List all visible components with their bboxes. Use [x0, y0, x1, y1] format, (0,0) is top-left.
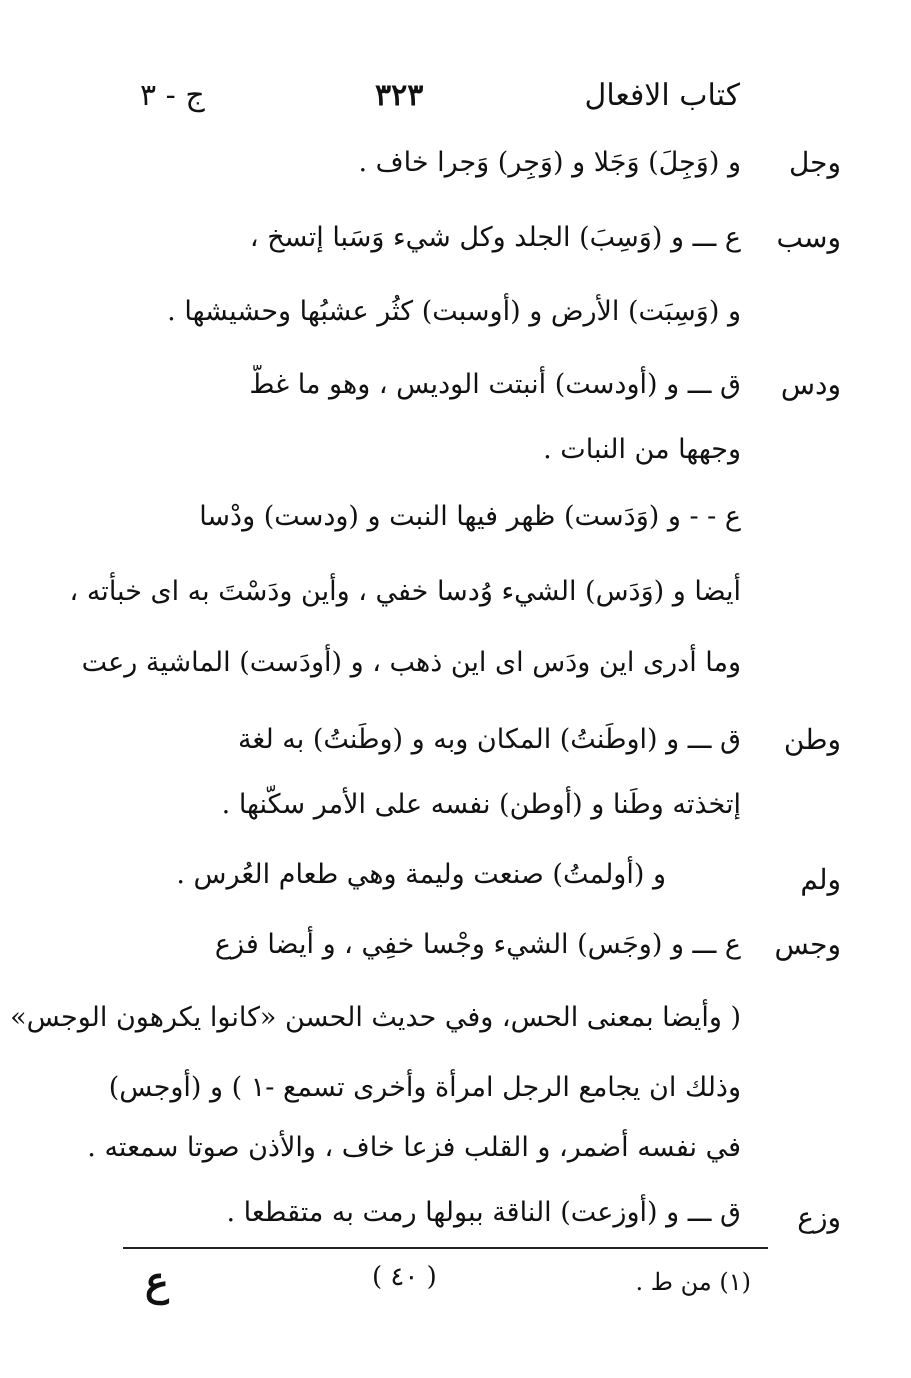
signature-mark: ( ٤٠ ) [372, 1262, 437, 1292]
entry-line: إتخذته وطَنا و (أوطن) نفسه على الأمر سكّنها . [221, 789, 741, 820]
page-number: ٣٢٣ [375, 78, 424, 113]
entry-line: ع ـــ و (وجَس) الشيء وجْسا خفِي ، و أيضا فزع [214, 929, 741, 960]
entry-line: ق ـــ و (اوطَنتُ) المكان وبه و (وطَنتُ) به لغة [237, 724, 741, 755]
entry-line: وذلك ان يجامع الرجل امرأة وأخرى تسمع -١ ) و (أوجس) [108, 1072, 741, 1103]
entry-line: و (وَجِلَ) وَجَلا و (وَجِر) وَجرا خاف . [358, 147, 741, 178]
footnote: (١) من ط . [635, 1268, 751, 1296]
root-word: وجل [788, 146, 841, 179]
entry-line: ع ـــ و (وَسِبَ) الجلد وكل شيء وَسَبا إتسخ ، [249, 222, 741, 253]
catchword: ع [145, 1258, 169, 1305]
entry-line: ق ـــ و (أودست) أنبتت الوديس ، وهو ما غطَّ [249, 369, 741, 400]
root-word: ولم [800, 863, 841, 896]
entry-line: وما أدرى اين ودَس اى اين ذهب ، و (أودَست) الماشية رعت [81, 647, 741, 678]
root-word: وجس [774, 928, 841, 961]
page-header [120, 78, 740, 118]
entry-line: ع - - و (وَدَست) ظهر فيها النبت و (ودست) ودْسا [199, 501, 741, 532]
root-word: وسب [776, 221, 841, 254]
footnote-divider [123, 1247, 768, 1249]
root-word: وطن [783, 723, 841, 756]
entry-line: ( وأيضا بمعنى الحس، وفي حديث الحسن «كانوا يكرهون الوجس» [10, 1002, 741, 1033]
entry-line: و (أولمتُ) صنعت وليمة وهي طعام العُرس . [176, 859, 666, 890]
entry-line: و (وَسِبَت) الأرض و (أوسبت) كثُر عشبُها وحشيشها . [167, 296, 741, 327]
entry-line: وجهها من النبات . [543, 434, 741, 465]
root-word: وزع [797, 1201, 841, 1234]
entry-line: في نفسه أضمر، و القلب فزعا خاف ، والأذن صوتا سمعته . [87, 1132, 741, 1163]
volume-label: ج - ٣ [140, 78, 205, 113]
book-title: كتاب الافعال [584, 78, 740, 113]
entry-line: ق ـــ و (أوزعت) الناقة ببولها رمت به متقطعا . [226, 1197, 741, 1228]
root-word: ودس [780, 368, 841, 401]
entry-line: أيضا و (وَدَس) الشيء وُدسا خفي ، وأين ودَسْتَ به اى خبأته ، [69, 576, 741, 607]
